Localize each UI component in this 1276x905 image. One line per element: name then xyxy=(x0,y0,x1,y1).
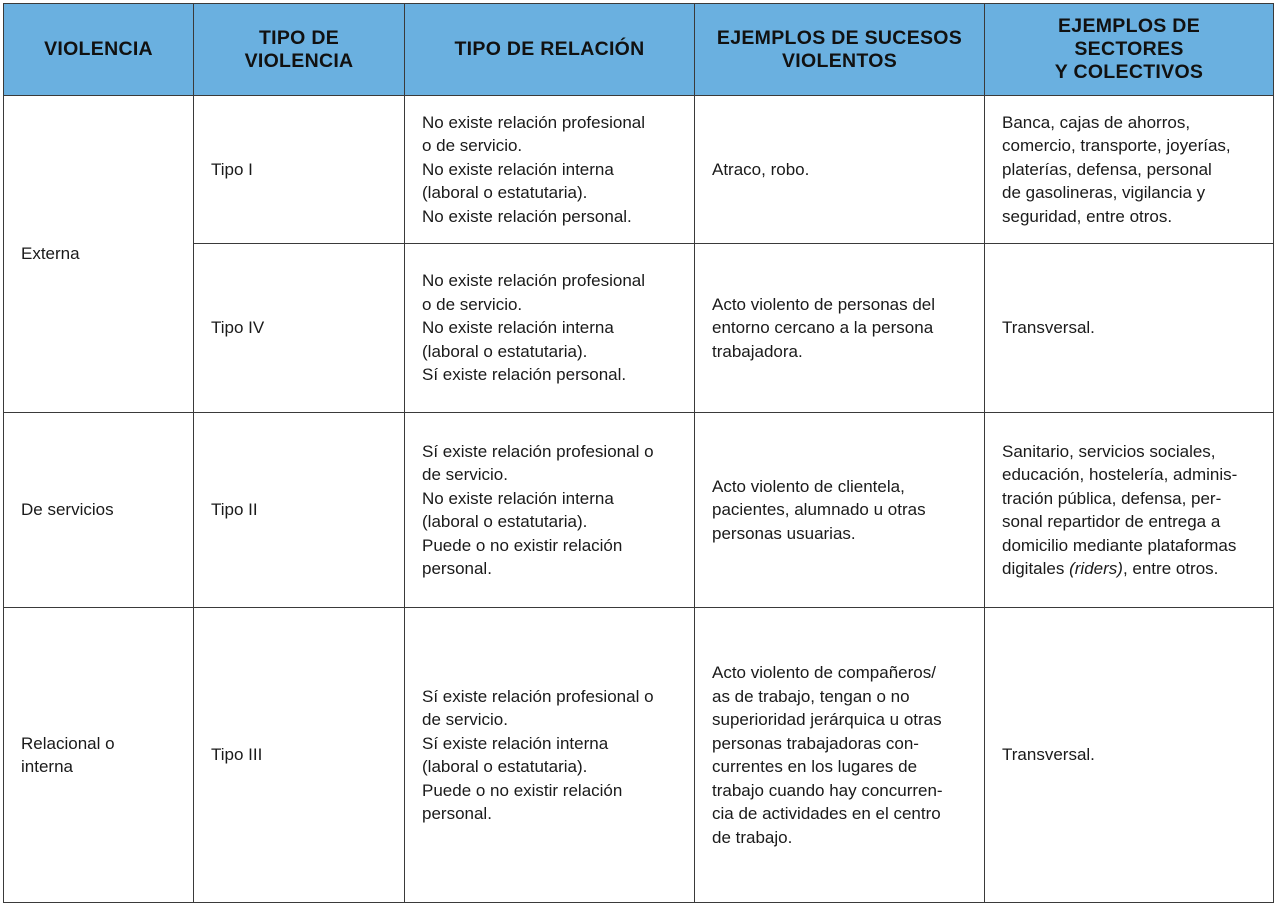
cell-sucesos-tipo-iii: Acto violento de compañeros/ as de trabajo, tengan o no superioridad jerárquica u otras personas trabajadoras con- currentes en los lugares de trabajo cuando hay concurren- cia de actividades en el centro de trabajo. xyxy=(695,608,985,903)
cell-sucesos-tipo-ii: Acto violento de clientela, pacientes, alumnado u otras personas usuarias. xyxy=(695,413,985,608)
cell-tipo-ii: Tipo II xyxy=(194,413,405,608)
cell-sucesos-tipo-i: Atraco, robo. xyxy=(695,96,985,244)
cell-tipo-i: Tipo I xyxy=(194,96,405,244)
cell-violencia-relacional: Relacional o interna xyxy=(4,608,194,903)
cell-violencia-servicios: De servicios xyxy=(4,413,194,608)
header-tipo-relacion: TIPO DE RELACIÓN xyxy=(405,4,695,96)
cell-violencia-externa: Externa xyxy=(4,96,194,413)
violence-types-table xyxy=(3,3,1274,903)
riders-italic: (riders) xyxy=(1069,559,1123,578)
table-row xyxy=(4,96,1274,244)
cell-sectores-tipo-i: Banca, cajas de ahorros, comercio, transporte, joyerías, platerías, defensa, personal de gasolineras, vigilancia y seguridad, entre otros. xyxy=(985,96,1274,244)
sectores-text: Sanitario, servicios sociales, educación, hostelería, adminis- tración pública, defensa, per- sonal repartidor de entrega a domicilio mediante plataformas digitales xyxy=(1002,441,1238,578)
cell-relacion-tipo-iv: No existe relación profesional o de servicio. No existe relación interna (laboral o estatutaria). Sí existe relación personal. xyxy=(405,244,695,413)
header-ejemplos-sectores: EJEMPLOS DE SECTORES Y COLECTIVOS xyxy=(985,4,1274,96)
cell-relacion-tipo-i: No existe relación profesional o de servicio. No existe relación interna (laboral o estatutaria). No existe relación personal. xyxy=(405,96,695,244)
cell-tipo-iii: Tipo III xyxy=(194,608,405,903)
cell-relacion-tipo-iii: Sí existe relación profesional o de servicio. Sí existe relación interna (laboral o estatutaria). Puede o no existir relación personal. xyxy=(405,608,695,903)
header-ejemplos-sucesos: EJEMPLOS DE SUCESOS VIOLENTOS xyxy=(695,4,985,96)
table-row xyxy=(4,608,1274,903)
cell-sectores-tipo-iii: Transversal. xyxy=(985,608,1274,903)
table-row xyxy=(4,413,1274,608)
header-violencia: VIOLENCIA xyxy=(4,4,194,96)
cell-relacion-tipo-ii: Sí existe relación profesional o de servicio. No existe relación interna (laboral o estatutaria). Puede o no existir relación personal. xyxy=(405,413,695,608)
sectores-end: , entre otros. xyxy=(1122,559,1219,578)
header-tipo-violencia: TIPO DE VIOLENCIA xyxy=(194,4,405,96)
table-row xyxy=(4,244,1274,413)
cell-tipo-iv: Tipo IV xyxy=(194,244,405,413)
header-row xyxy=(4,4,1274,96)
cell-sectores-tipo-ii xyxy=(985,413,1274,608)
cell-sectores-tipo-iv: Transversal. xyxy=(985,244,1274,413)
cell-sucesos-tipo-iv: Acto violento de personas del entorno cercano a la persona trabajadora. xyxy=(695,244,985,413)
